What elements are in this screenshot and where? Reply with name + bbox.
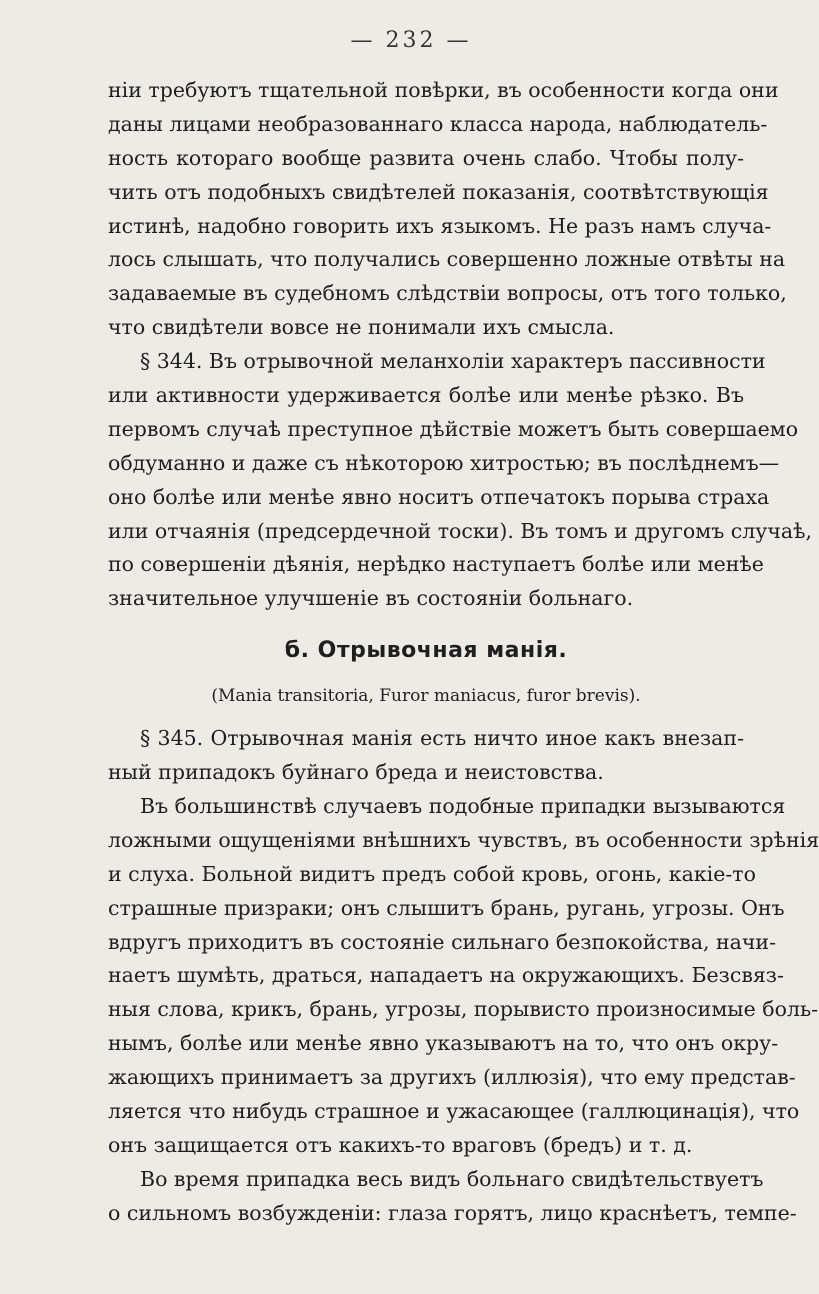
text-line: и слуха. Больной видитъ предъ собой кровь, огонь, какіе-то (108, 861, 756, 886)
text-line: или отчаянія (предсердечной тоски). Въ томъ и другомъ случаѣ, (108, 518, 812, 543)
text-line: задаваемые въ судебномъ слѣдствіи вопросы, отъ того только, (108, 281, 787, 306)
text-line: лось слышать, что получались совершенно ложные отвѣты на (108, 247, 786, 272)
paragraph-continuation (108, 74, 787, 345)
text-line: ніи требуютъ тщательной повѣрки, въ особенности когда они (108, 78, 779, 102)
text-line: обдуманно и даже съ нѣкоторою хитростью; въ послѣднемъ— (108, 450, 780, 475)
text-line: ный припадокъ буйнаго бреда и неистовства. (108, 760, 604, 785)
text-line: онъ защищается отъ какихъ-то враговъ (бредъ) и т. д. (108, 1132, 693, 1157)
text-line: что свидѣтели вовсе не понимали ихъ смысла. (108, 315, 615, 340)
paragraph-attack (108, 1163, 797, 1231)
text-line: оно болѣе или менѣе явно носитъ отпечатокъ порыва страха (108, 484, 770, 509)
paragraph-symptoms (108, 790, 819, 1163)
text-line: значительное улучшеніе въ состояніи больнаго. (108, 586, 634, 611)
text-line: ложными ощущеніями внѣшнихъ чувствъ, въ особенности зрѣнія (108, 827, 819, 852)
text-line: нымъ, болѣе или менѣе явно указываютъ на то, что онъ окру- (108, 1031, 779, 1056)
paragraph-345 (108, 722, 744, 790)
section-subtitle: (Mania transitoria, Furor maniacus, furor brevis). (211, 686, 641, 707)
text-line: истинѣ, надобно говорить ихъ языкомъ. Не разъ намъ случа- (108, 213, 772, 238)
text-line: ность котораго вообще развита очень слабо. Чтобы полу- (108, 145, 744, 170)
text-line: ныя слова, крикъ, брань, угрозы, порывисто произносимые боль- (108, 997, 819, 1022)
text-line: чить отъ подобныхъ свидѣтелей показанія, соотвѣтствующія (108, 179, 769, 204)
section-title: б. Отрывочная манія. (284, 638, 568, 664)
text-line: первомъ случаѣ преступное дѣйствіе можетъ быть совершаемо (108, 416, 799, 441)
text-line: ляется что нибудь страшное и ужасающее (галлюцинація), что (108, 1099, 800, 1124)
text-line: жающихъ принимаетъ за другихъ (иллюзія), что ему представ- (108, 1065, 796, 1090)
text-line: § 345. Отрывочная манія есть ничто иное какъ внезап- (140, 726, 744, 751)
text-line: страшные призраки; онъ слышитъ брань, ругань, угрозы. Онъ (108, 895, 785, 920)
page-number: — 232 — (350, 28, 472, 53)
text-line: о сильномъ возбужденіи: глаза горятъ, лицо краснѣетъ, темпе- (108, 1200, 797, 1225)
text-line: или активности удерживается болѣе или менѣе рѣзко. Въ (108, 383, 744, 408)
text-line: по совершеніи дѣянія, нерѣдко наступаетъ болѣе или менѣе (108, 552, 764, 577)
text-line: вдругъ приходитъ въ состояніе сильнаго безпокойства, начи- (108, 929, 777, 954)
text-line: § 344. Въ отрывочной меланхоліи характеръ пассивности (140, 349, 766, 374)
text-line: Въ большинствѣ случаевъ подобные припадки вызываются (140, 794, 786, 819)
text-line: даны лицами необразованнаго класса народа, наблюдатель- (108, 111, 768, 136)
text-line: Во время припадка весь видъ больнаго свидѣтельствуетъ (140, 1166, 764, 1191)
text-line: наетъ шумѣть, драться, нападаетъ на окружающихъ. Безсвяз- (108, 963, 784, 988)
paragraph-344 (108, 345, 812, 616)
